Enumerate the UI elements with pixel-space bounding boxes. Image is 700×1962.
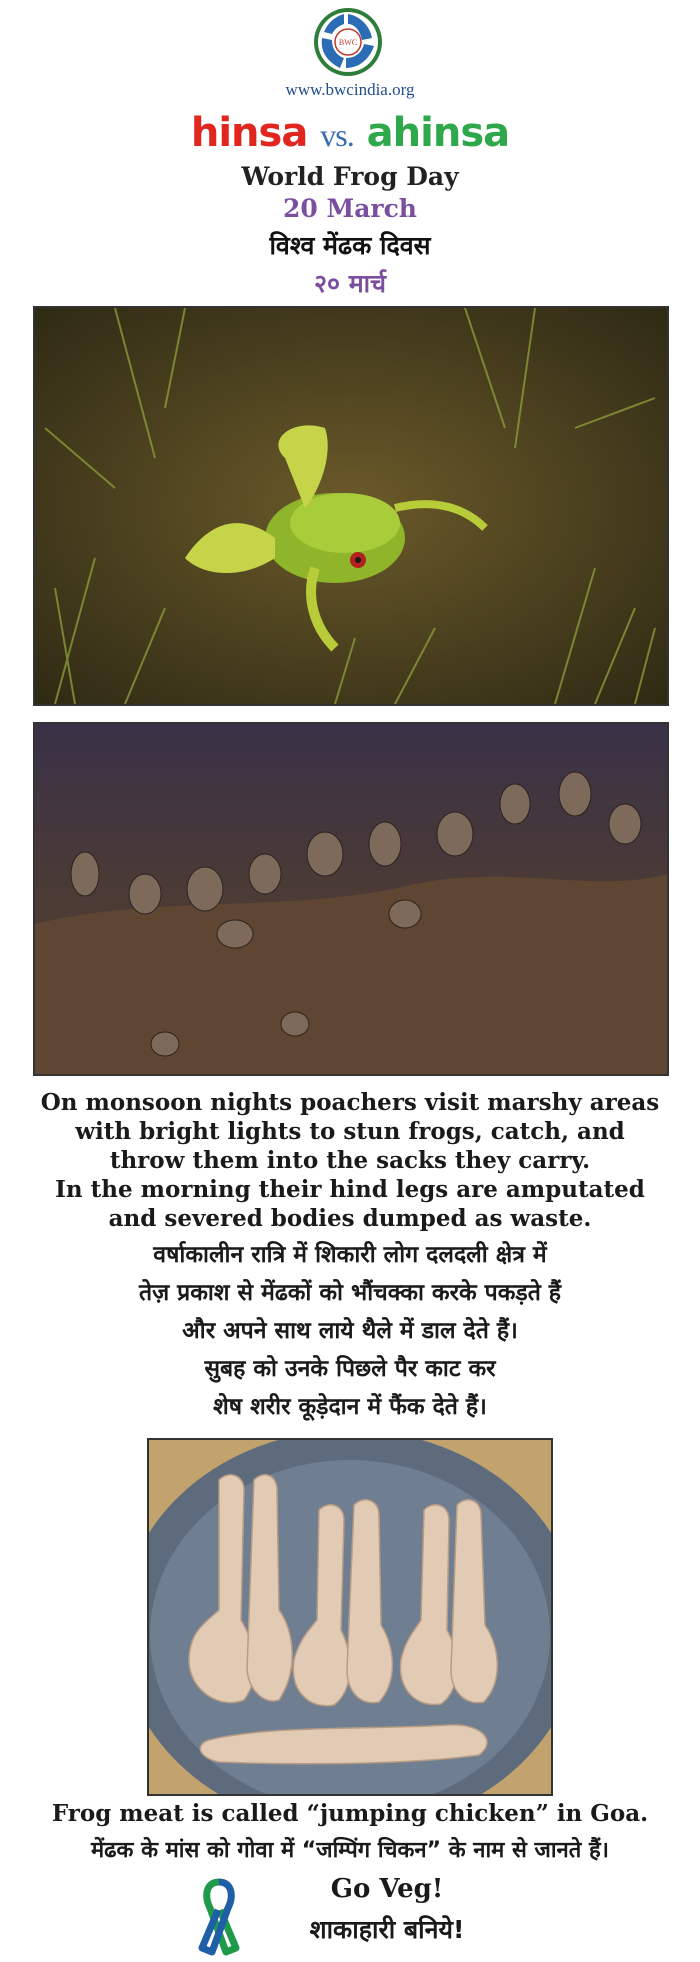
- frog-legs-photo: [147, 1438, 553, 1796]
- site-url[interactable]: www.bwcindia.org: [285, 80, 415, 99]
- bwc-logo: [312, 6, 384, 78]
- poached-frogs-photo: [33, 722, 669, 1076]
- description-en-line: throw them into the sacks they carry.: [109, 1147, 591, 1174]
- description-hi: [10, 1236, 690, 1426]
- tagline-hinsa: hinsa: [190, 110, 308, 156]
- tagline-vs: vs.: [320, 117, 354, 153]
- description-en-line: On monsoon nights poachers visit marshy areas: [40, 1089, 660, 1116]
- frog-photo: [33, 306, 669, 706]
- description-en-line: with bright lights to stun frogs, catch, and: [75, 1118, 625, 1145]
- description-hi-line: तेज़ प्रकाश से मेंढकों को भौंचक्का करके पकड़ते हैं: [138, 1280, 562, 1306]
- description-en-line: In the morning their hind legs are amputated: [55, 1176, 645, 1203]
- event-title-en: World Frog Day: [241, 162, 459, 191]
- description-en-line: and severed bodies dumped as waste.: [108, 1205, 592, 1232]
- description-en: [10, 1088, 690, 1233]
- go-veg-hi: शाकाहारी बनिये!: [309, 1915, 465, 1944]
- caption-en: Frog meat is called “jumping chicken” in Goa.: [51, 1800, 649, 1827]
- awareness-ribbon-icon: [196, 1878, 242, 1956]
- description-hi-line: और अपने साथ लाये थैले में डाल देते हैं।: [182, 1318, 518, 1344]
- description-hi-line: शेष शरीर कूड़ेदान में फैंक देते हैं।: [213, 1394, 487, 1420]
- caption-hi: मेंढक के मांस को गोवा में “जम्पिंग चिकन” के नाम से जानते हैं।: [91, 1838, 609, 1863]
- logo-text: BWC: [338, 38, 358, 47]
- description-hi-line: सुबह को उनके पिछले पैर काट कर: [204, 1356, 496, 1382]
- event-date-en: 20 March: [283, 194, 417, 223]
- event-date-hi: २० मार्च: [313, 269, 386, 298]
- tagline: [0, 110, 700, 156]
- description-hi-line: वर्षाकालीन रात्रि में शिकारी लोग दलदली क्षेत्र में: [153, 1242, 547, 1268]
- go-veg-en: Go Veg!: [330, 1874, 444, 1904]
- tagline-ahinsa: ahinsa: [366, 110, 510, 156]
- event-title-hi: विश्व मेंढक दिवस: [269, 231, 431, 260]
